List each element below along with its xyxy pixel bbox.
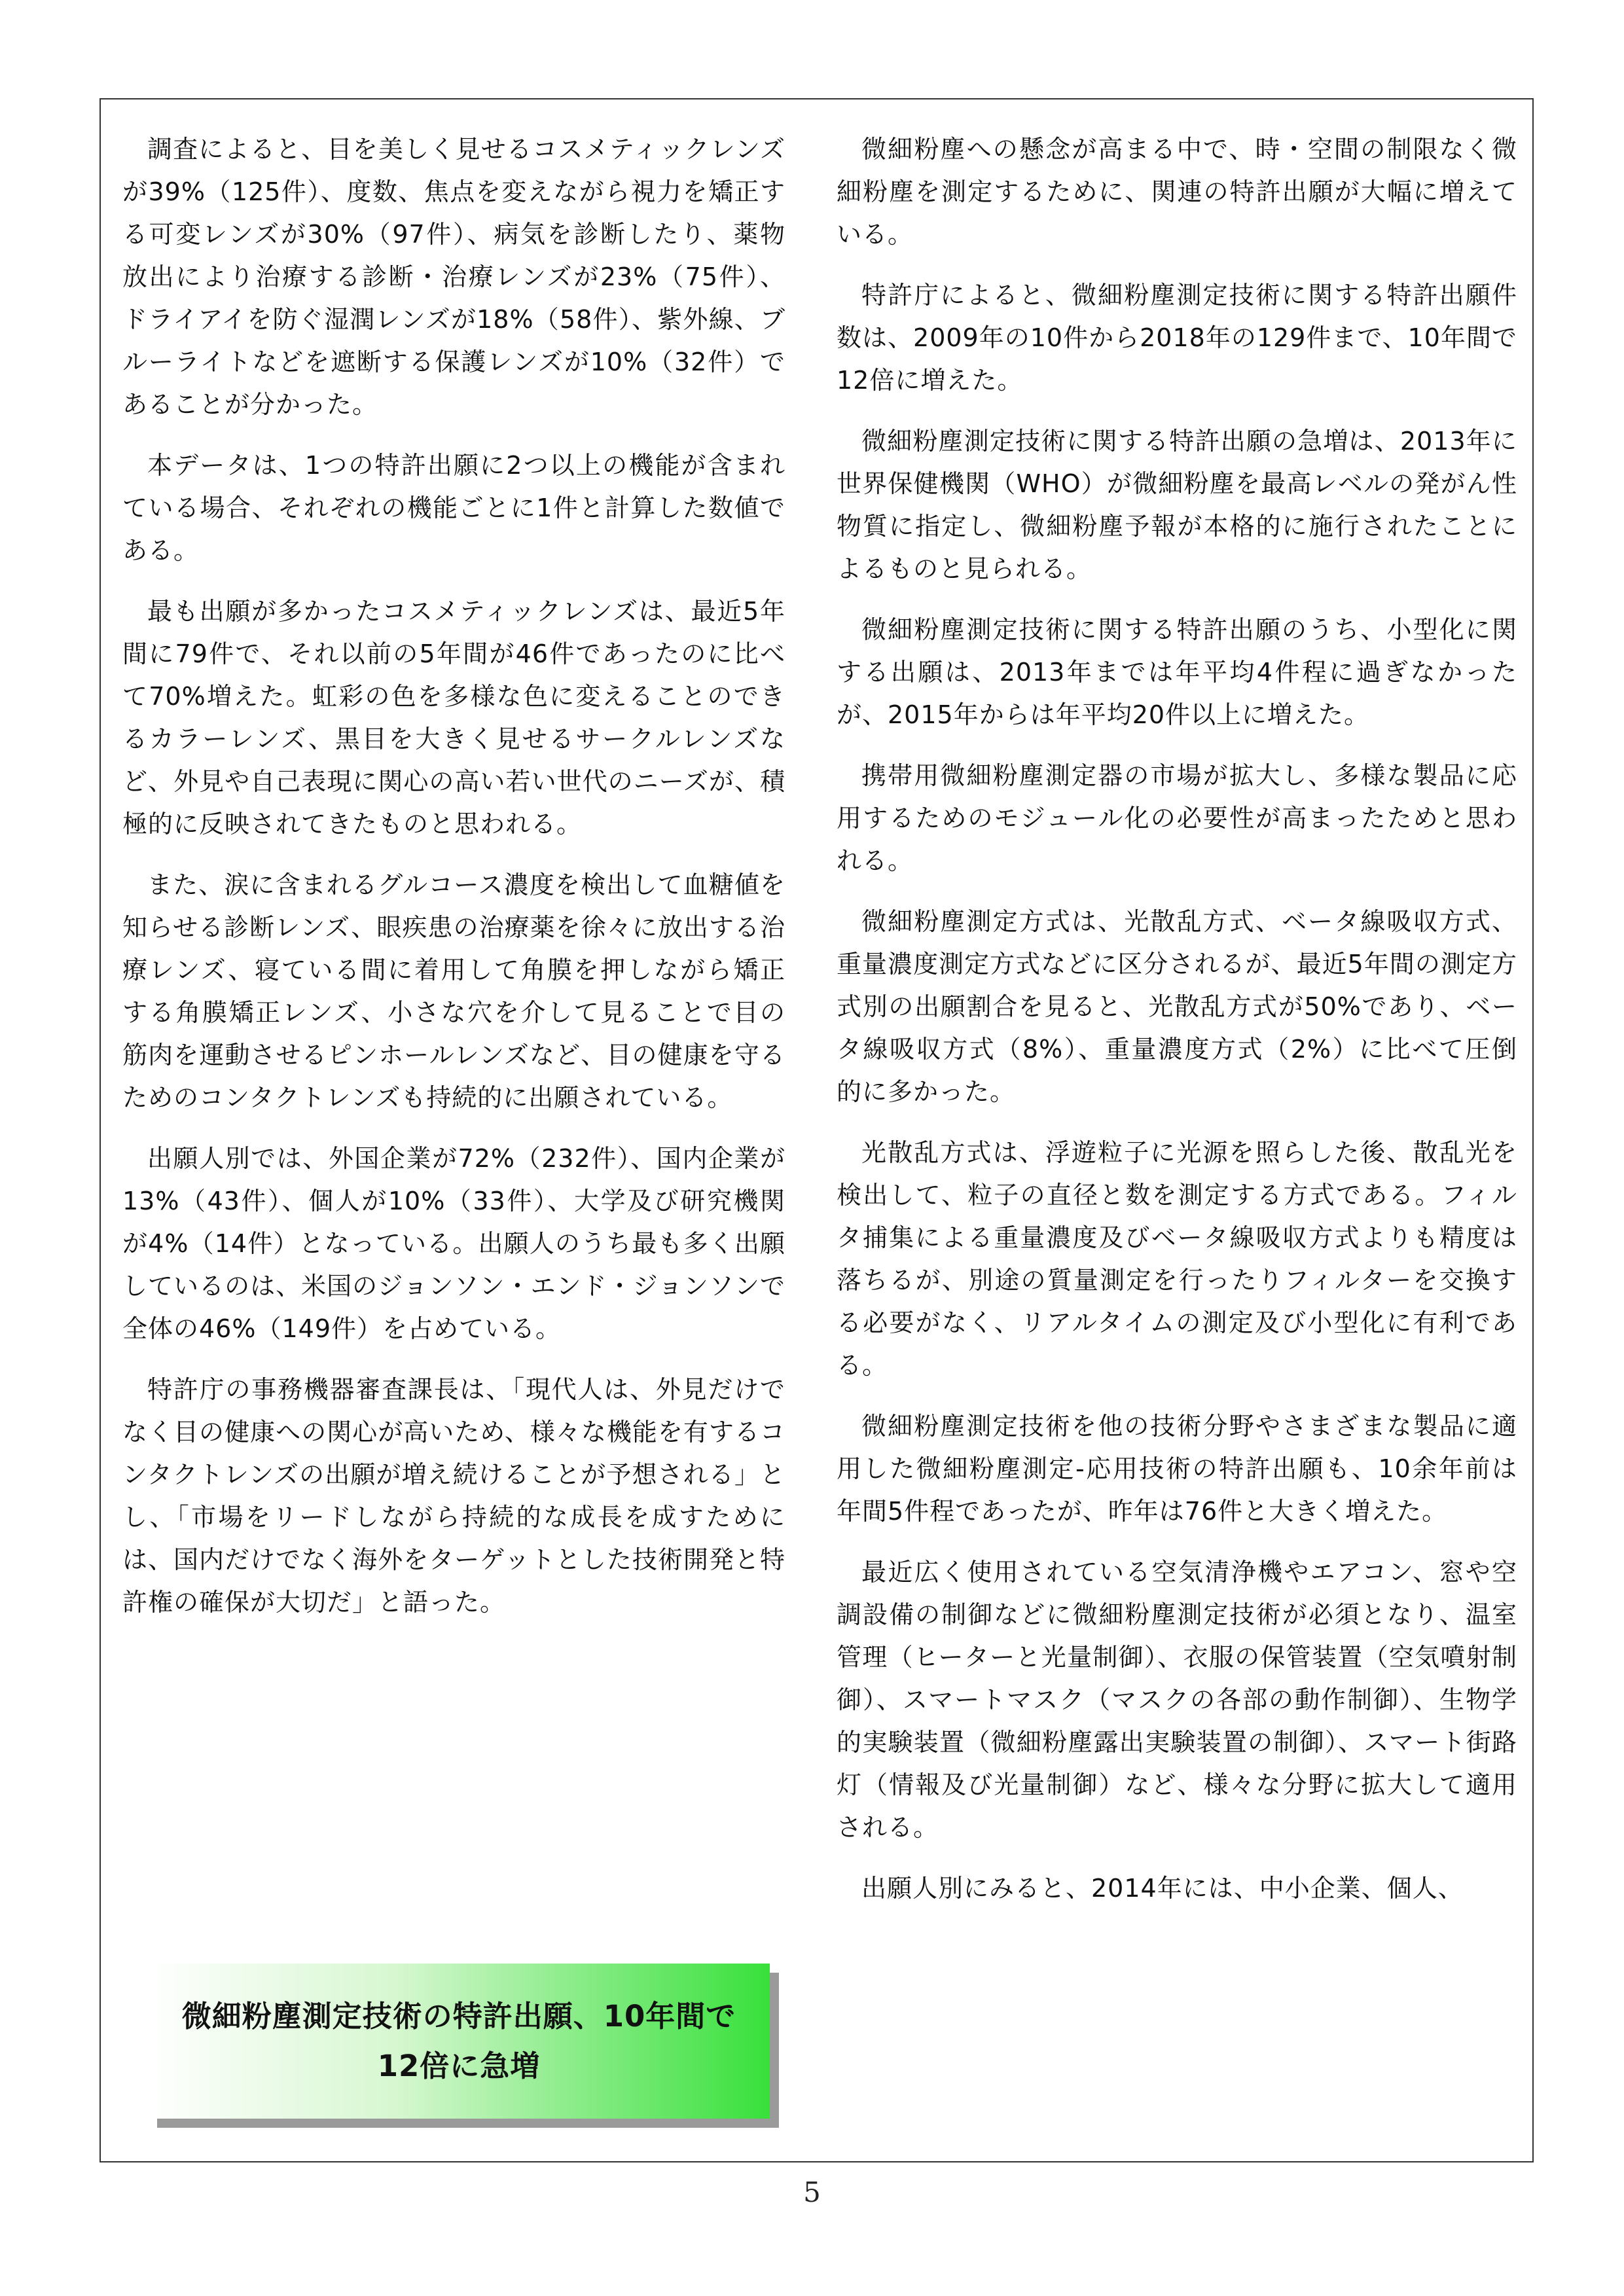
left-paragraph-4: また、涙に含まれるグルコース濃度を検出して血糖値を知らせる診断レンズ、眼疾患の治療薬を徐々に放出する治療レンズ、寝ている間に着用して角膜を押しながら矯正する角膜矯正レンズ、小さな穴を介して見ることで目の筋肉を運動させるピンホールレンズなど、目の健康を守るためのコンタクトレンズも持続的に出願されている。 xyxy=(122,870,785,1112)
right-paragraph-4: 微細粉塵測定技術に関する特許出願のうち、小型化に関する出願は、2013年までは年平均4件程に過ぎなかったが、2015年からは年平均20件以上に増えた。 xyxy=(837,615,1517,729)
right-paragraph-7: 光散乱方式は、浮遊粒子に光源を照らした後、散乱光を検出して、粒子の直径と数を測定する方式である。フィルタ捕集による重量濃度及びベータ線吸収方式よりも精度は落ちるが、別途の質量測定を行ったりフィルターを交換する必要がなく、リアルタイムの測定及び小型化に有利である。 xyxy=(837,1138,1517,1380)
right-paragraph-3: 微細粉塵測定技術に関する特許出願の急増は、2013年に世界保健機関（WHO）が微細粉塵を最高レベルの発がん性物質に指定し、微細粉塵予報が本格的に施行されたことによるものと見られる。 xyxy=(837,427,1517,583)
right-paragraph-8: 微細粉塵測定技術を他の技術分野やさまざまな製品に適用した微細粉塵測定-応用技術の特許出願も、10余年前は年間5件程であったが、昨年は76件と大きく増えた。 xyxy=(837,1412,1517,1526)
left-paragraph-1: 調査によると、目を美しく見せるコスメティックレンズが39%（125件）、度数、焦点を変えながら視力を矯正する可変レンズが30%（97件）、病気を診断したり、薬物放出により治療する診断・治療レンズが23%（75件）、ドライアイを防ぐ湿潤レンズが18%（58件）、紫外線、ブルーライトなどを遮断する保護レンズが10%（32件）であることが分かった。 xyxy=(122,135,785,419)
right-paragraph-10: 出願人別にみると、2014年には、中小企業、個人、 xyxy=(861,1874,1464,1903)
right-paragraph-1: 微細粉塵への懸念が高まる中で、時・空間の制限なく微細粉塵を測定するために、関連の特許出願が大幅に増えている。 xyxy=(837,135,1517,249)
left-paragraph-5: 出願人別では、外国企業が72%（232件）、国内企業が13%（43件）、個人が10%（33件）、大学及び研究機関が4%（14件）となっている。出願人のうち最も多く出願しているのは、米国のジョンソン・エンド・ジョンソンで全体の46%（149件）を占めている。 xyxy=(122,1144,785,1343)
page-number: 5 xyxy=(803,2176,821,2208)
right-paragraph-2: 特許庁によると、微細粉塵測定技術に関する特許出願件数は、2009年の10件から2018年の129件まで、10年間で12倍に増えた。 xyxy=(837,281,1517,395)
left-paragraph-6: 特許庁の事務機器審査課長は、「現代人は、外見だけでなく目の健康への関心が高いため、様々な機能を有するコンタクトレンズの出願が増え続けることが予想される」とし、「市場をリードしながら持続的な成長を成すためには、国内だけでなく海外をターゲットとした技術開発と特許権の確保が大切だ」と語った。 xyxy=(122,1375,785,1617)
left-column xyxy=(122,128,785,1642)
article-headline: 微細粉塵測定技術の特許出願、10年間で12倍に急増 xyxy=(181,1998,736,2083)
right-paragraph-5: 携帯用微細粉塵測定器の市場が拡大し、多様な製品に応用するためのモジュール化の必要性が高まったためと思われる。 xyxy=(837,761,1517,875)
left-paragraph-3: 最も出願が多かったコスメティックレンズは、最近5年間に79件で、それ以前の5年間が46件であったのに比べて70%増えた。虹彩の色を多様な色に変えることのできるカラーレンズ、黒目を大きく見せるサークルレンズなど、外見や自己表現に関心の高い若い世代のニーズが、積極的に反映されてきたものと思われる。 xyxy=(122,597,785,838)
left-paragraph-2: 本データは、1つの特許出願に2つ以上の機能が含まれている場合、それぞれの機能ごとに1件と計算した数値である。 xyxy=(122,451,785,565)
right-column xyxy=(837,128,1517,1928)
article-headline-box xyxy=(148,1964,770,2119)
right-paragraph-6: 微細粉塵測定方式は、光散乱方式、ベータ線吸収方式、重量濃度測定方式などに区分されるが、最近5年間の測定方式別の出願割合を見ると、光散乱方式が50%であり、ベータ線吸収方式（8%）、重量濃度方式（2%）に比べて圧倒的に多かった。 xyxy=(837,907,1517,1106)
right-paragraph-9: 最近広く使用されている空気清浄機やエアコン、窓や空調設備の制御などに微細粉塵測定技術が必須となり、温室管理（ヒーターと光量制御）、衣服の保管装置（空気噴射制御）、スマートマスク（マスクの各部の動作制御）、生物学的実験装置（微細粉塵露出実験装置の制御）、スマート街路灯（情報及び光量制御）など、様々な分野に拡大して適用される。 xyxy=(837,1558,1517,1842)
